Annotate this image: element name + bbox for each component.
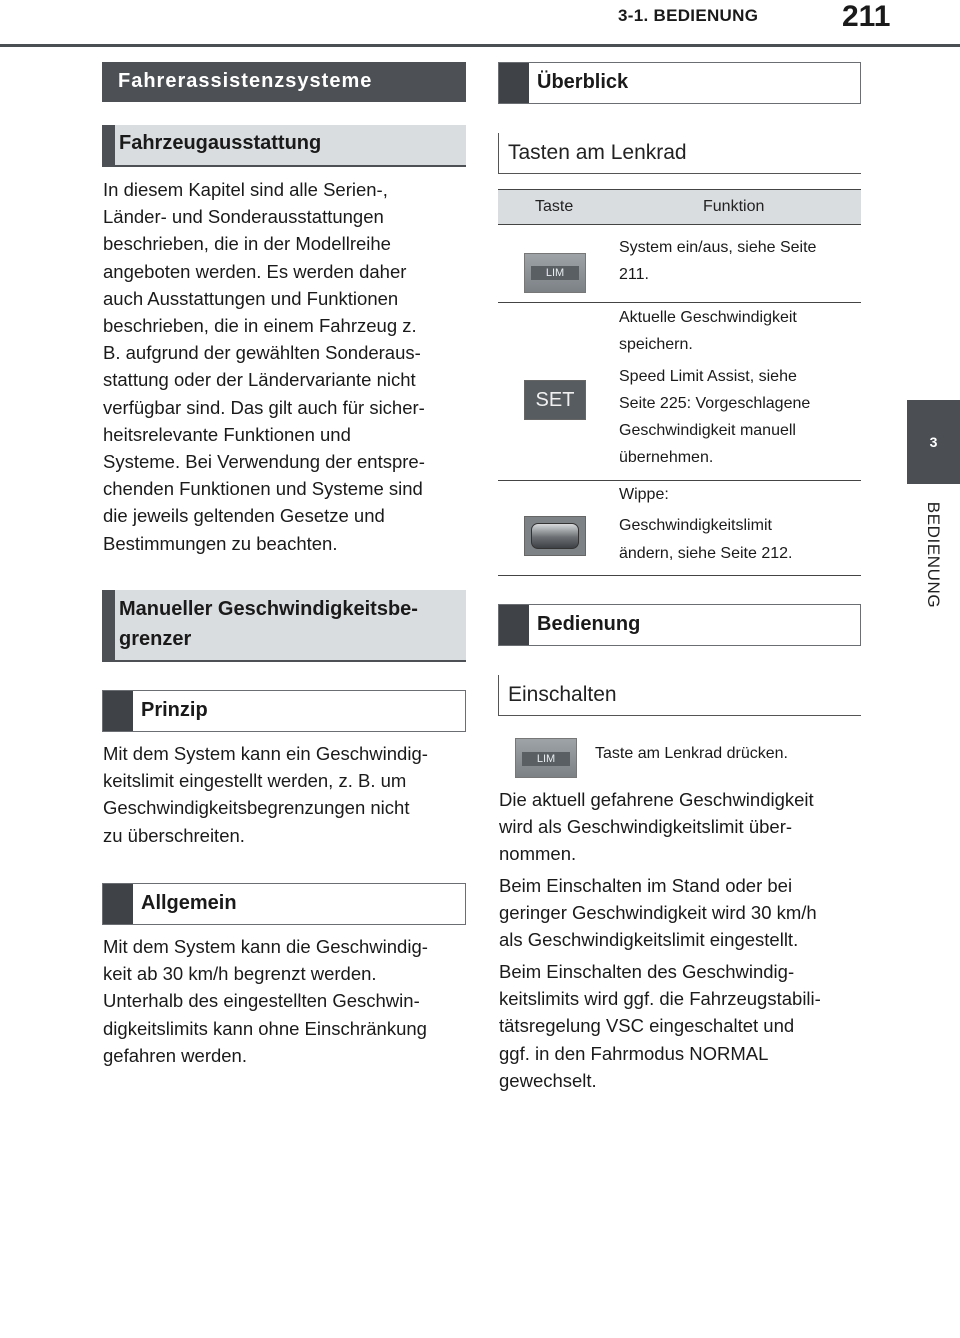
heading-marker bbox=[103, 691, 133, 731]
text-line: Mit dem System kann die Geschwindig- bbox=[103, 936, 428, 957]
text-line: gefahren werden. bbox=[103, 1044, 247, 1066]
button-label: LIM bbox=[531, 266, 579, 280]
heading-line: grenzer bbox=[119, 628, 192, 650]
text-line: ändern, siehe Seite 212. bbox=[619, 544, 793, 562]
text-line: Speed Limit Assist, siehe bbox=[619, 367, 797, 385]
table-row-divider bbox=[498, 302, 861, 303]
heading-text: Prinzip bbox=[141, 699, 208, 721]
text-line: Unterhalb des eingestellten Geschwin- bbox=[103, 990, 420, 1012]
heading-ueberblick bbox=[498, 62, 861, 104]
heading-allgemein bbox=[102, 883, 466, 925]
text-line: auch Ausstattungen und Funktionen bbox=[103, 287, 399, 309]
text-line: angeboten werden. Es werden daher bbox=[103, 260, 407, 282]
button-label: LIM bbox=[522, 752, 570, 766]
lim-button-icon bbox=[524, 253, 586, 293]
heading-line: Manueller Geschwindigkeitsbe- bbox=[119, 598, 418, 620]
table-cell-function bbox=[619, 304, 810, 472]
text-line: wird als Geschwindigkeitslimit über- bbox=[499, 816, 793, 838]
paragraph-vsc bbox=[499, 958, 864, 1094]
chapter-tab-label: BEDIENUNG bbox=[924, 501, 943, 609]
text-line: 211. bbox=[619, 266, 649, 284]
text-line: Seite 225: Vorgeschlagene bbox=[619, 394, 811, 412]
text-line: System ein/aus, siehe Seite bbox=[619, 239, 817, 256]
heading-marker bbox=[499, 605, 529, 645]
text-line: Länder- und Sonderausstattungen bbox=[103, 206, 384, 228]
chapter-tab-number: 3 bbox=[907, 400, 960, 484]
text-line: tätsregelung VSC eingeschaltet und bbox=[499, 1015, 795, 1037]
subheading-tasten-am-lenkrad: Tasten am Lenkrad bbox=[498, 133, 861, 174]
text-line: keit ab 30 km/h begrenzt werden. bbox=[103, 963, 377, 985]
text-line: Geschwindigkeitslimit bbox=[619, 517, 772, 535]
heading-marker bbox=[499, 63, 529, 103]
text-line: Wippe: bbox=[619, 486, 669, 503]
text-line: beschrieben, die in einem Fahrzeug z. bbox=[103, 315, 417, 337]
heading-manueller-geschwindigkeitsbegrenzer bbox=[102, 590, 466, 662]
text-line: Die aktuell gefahrene Geschwindigkeit bbox=[499, 789, 814, 810]
heading-text: Bedienung bbox=[537, 613, 641, 635]
text-line: gewechselt. bbox=[499, 1069, 597, 1091]
section-title: Fahrerassistenzsysteme bbox=[102, 62, 466, 102]
text-line: Systeme. Bei Verwendung der entspre- bbox=[103, 451, 425, 473]
column-header-funktion: Funktion bbox=[703, 198, 765, 215]
text-line: ggf. in den Fahrmodus NORMAL bbox=[499, 1042, 769, 1064]
text-line: beschrieben, die in der Modellreihe bbox=[103, 233, 391, 255]
text-line: digkeitslimits kann ohne Einschränkung bbox=[103, 1017, 427, 1039]
table-header bbox=[498, 189, 861, 225]
text-line: zu überschreiten. bbox=[103, 824, 245, 846]
text-line: als Geschwindigkeitslimit eingestellt. bbox=[499, 929, 799, 951]
text-line: keitslimits wird ggf. die Fahrzeugstabili- bbox=[499, 988, 821, 1010]
text-line: B. aufgrund der gewählten Sonderaus- bbox=[103, 342, 421, 364]
paragraph-current-speed bbox=[499, 786, 864, 868]
column-header-taste: Taste bbox=[535, 198, 574, 215]
paragraph-principle bbox=[103, 740, 468, 849]
text-line: nommen. bbox=[499, 843, 577, 865]
text-line: speichern. bbox=[619, 336, 693, 354]
heading-fahrzeugausstattung: Fahrzeugausstattung bbox=[102, 125, 466, 167]
page-number: 211 bbox=[842, 0, 891, 33]
subheading-einschalten: Einschalten bbox=[498, 675, 861, 716]
text-line: stattung oder der Ländervariante nicht bbox=[103, 369, 416, 391]
text-line: heitsrelevante Funktionen und bbox=[103, 423, 351, 445]
paragraph-standstill bbox=[499, 872, 864, 954]
text-line: In diesem Kapitel sind alle Serien-, bbox=[103, 179, 388, 200]
rocker-switch-face bbox=[531, 523, 579, 549]
text-line: chenden Funktionen und Systeme sind bbox=[103, 478, 423, 500]
text-line: Geschwindigkeitsbegrenzungen nicht bbox=[103, 797, 410, 819]
lim-button-icon bbox=[515, 738, 577, 778]
text-line: Aktuelle Geschwindigkeit bbox=[619, 309, 797, 326]
text-line: Beim Einschalten des Geschwindig- bbox=[499, 961, 795, 982]
chapter-title: 3-1. BEDIENUNG bbox=[618, 6, 759, 25]
table-cell-function bbox=[619, 481, 792, 567]
text-line: übernehmen. bbox=[619, 449, 714, 467]
set-button-icon: SET bbox=[524, 380, 586, 420]
heading-marker bbox=[103, 884, 133, 924]
heading-text: Allgemein bbox=[141, 892, 237, 914]
paragraph-general bbox=[103, 933, 468, 1069]
text-line: Bestimmungen zu beachten. bbox=[103, 532, 338, 554]
text-line: die jeweils geltenden Gesetze und bbox=[103, 505, 385, 527]
paragraph-equipment bbox=[103, 176, 468, 557]
text-line: Mit dem System kann ein Geschwindig- bbox=[103, 743, 428, 764]
table-row-divider bbox=[498, 575, 861, 576]
heading-text: Überblick bbox=[537, 71, 629, 93]
heading-prinzip bbox=[102, 690, 466, 732]
text-line: Beim Einschalten im Stand oder bei bbox=[499, 875, 793, 896]
switch-on-instruction: Taste am Lenkrad drücken. bbox=[595, 745, 788, 762]
text-line: Geschwindigkeit manuell bbox=[619, 422, 796, 440]
table-cell-function bbox=[619, 234, 816, 289]
rocker-switch-icon bbox=[524, 516, 586, 556]
text-line: verfügbar sind. Das gilt auch für sicher- bbox=[103, 396, 425, 418]
heading-bedienung bbox=[498, 604, 861, 646]
text-line: keitslimit eingestellt werden, z. B. um bbox=[103, 770, 407, 792]
header-divider bbox=[0, 44, 960, 47]
text-line: geringer Geschwindigkeit wird 30 km/h bbox=[499, 902, 817, 924]
